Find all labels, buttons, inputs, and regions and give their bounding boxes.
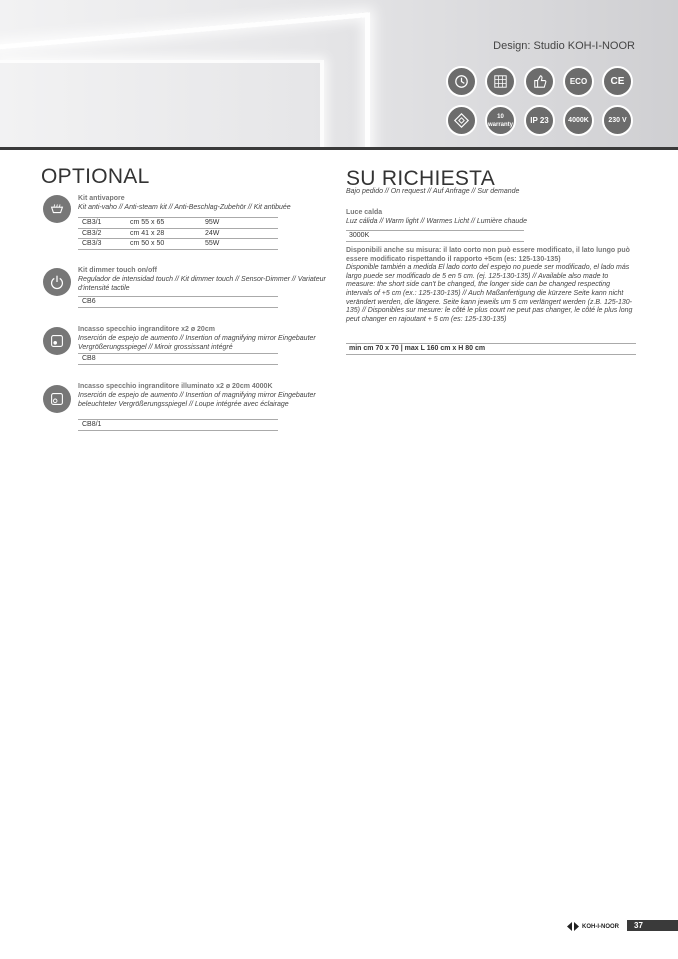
table-row [346, 343, 636, 355]
footer-brand [567, 922, 619, 931]
warm-light-table [346, 230, 524, 242]
anti-steam-icon [43, 195, 71, 223]
section-description: Kit anti-vaho // Anti-steam kit // Anti-Beschlag-Zubehör // Kit antibuée [78, 204, 291, 211]
ip-rating-icon [524, 105, 555, 136]
table-row [78, 419, 278, 431]
dimmer-table [78, 296, 278, 308]
ip-label: IP 23 [530, 115, 549, 125]
magnifying-mirror-icon [43, 327, 71, 355]
size-cell: cm 41 x 28 [130, 229, 165, 237]
anti-steam-section [78, 194, 333, 212]
voltage-label: 230 V [608, 116, 627, 124]
dimmer-section [78, 266, 333, 293]
table-row [78, 353, 278, 365]
custom-size-section [346, 247, 636, 324]
class-ii-icon [446, 105, 477, 136]
ce-label: CE [610, 75, 625, 87]
mirror-light-frame-inner [0, 60, 324, 147]
section-title: Incasso specchio ingranditore x2 ø 20cm [78, 326, 215, 333]
design-credit: Design: Studio KOH-I-NOOR [493, 40, 635, 52]
warranty-label: 10 warranty [487, 113, 513, 128]
section-title: Luce calda [346, 209, 383, 216]
illuminated-magnifying-mirror-icon [43, 385, 71, 413]
grid-dimming-icon [485, 66, 516, 97]
code-cell: CB3/2 [82, 229, 102, 237]
size-cell: cm 55 x 65 [130, 219, 165, 226]
voltage-icon [602, 105, 633, 136]
eco-icon [563, 66, 594, 97]
code-cell: CB3/3 [82, 240, 102, 247]
size-cell: cm 50 x 50 [130, 240, 165, 247]
power-cell: 95W [205, 219, 220, 226]
power-cell: 24W [205, 229, 220, 237]
section-description: Inserción de espejo de aumento // Insertion of magnifying mirror Eingebauter Vergrößerungsspiegel // Miroir grossissant intégré [78, 335, 316, 351]
su-richiesta-title: SU RICHIESTA [346, 167, 496, 190]
illuminated-mirror-section [78, 382, 333, 409]
code-cell: CB6 [82, 298, 96, 305]
anti-steam-table [78, 217, 278, 250]
footer-brand-label: KOH-I-NOOR [582, 923, 619, 930]
table-row [78, 217, 278, 229]
eco-label: ECO [569, 76, 588, 86]
code-cell: CB8/1 [82, 421, 102, 428]
warranty-icon [485, 105, 516, 136]
su-richiesta-subtitle [346, 188, 636, 197]
subtitle-text: Bajo pedido // On request // Auf Anfrage // Sur demande [346, 188, 520, 195]
section-description: Disponible también a medida El lado corto del espejo no puede ser modificado, el lado más largo puede ser modificado de 5 en 5 cm. (ej. 125-130-135) // Available also made to measure: the short side can't be changed, the longer side can be changed respecting intervals of +5 cm (ex.: 125-130-135) // Auch Maßanfertigung die kürzere Seite kann nicht verändert werden, die längere. Seite kann jeweils um 5 cm verlängert werden (z.B. 125-130-135) // Disponibles sur mesure: le côté le plus court ne peut pas changer, le côté le plus long peut changer en rajoutant + 5 cm (es: 125-130-135) [346, 264, 633, 323]
dimensions-cell: min cm 70 x 70 | max L 160 cm x H 80 cm [349, 345, 486, 352]
section-description: Luz cálida // Warm light // Warmes Licht // Lumière chaude [346, 217, 528, 225]
table-row [78, 229, 278, 240]
koh-i-noor-logo-icon [567, 922, 579, 931]
code-cell: CB8 [82, 355, 96, 362]
section-title: Incasso specchio ingranditore illuminato x2 ø 20cm 4000K [78, 383, 273, 390]
section-description: Inserción de espejo de aumento // Insertion of magnifying mirror Eingebauter beleuchteter Vergrößerungsspiegel // Loupe intégrée avec éclairage [78, 392, 316, 408]
color-temperature-icon [563, 105, 594, 136]
section-description: Regulador de intensidad touch // Kit dimmer touch // Sensor-Dimmer // Variateur d'intensité tactile [78, 276, 326, 292]
power-cell: 55W [205, 240, 220, 247]
dimensions-table [346, 343, 636, 355]
section-title: Kit dimmer touch on/off [78, 267, 157, 274]
code-cell: 3000K [349, 232, 370, 239]
illuminated-mirror-table [78, 419, 278, 431]
optional-title: OPTIONAL [41, 165, 150, 188]
table-row [78, 296, 278, 308]
section-title: Kit antivapore [78, 195, 125, 202]
table-row [78, 239, 278, 250]
code-cell: CB3/1 [82, 219, 102, 226]
touch-dimmer-icon [43, 268, 71, 296]
section-title: Disponibili anche su misura: il lato corto non può essere modificato, il lato lungo può essere modificato rispettando il rapporto +5cm (es: 125-130-135) [346, 247, 630, 263]
magnifying-mirror-table [78, 353, 278, 365]
warm-light-section [346, 209, 636, 226]
clock-timer-icon [446, 66, 477, 97]
thumbs-up-icon [524, 66, 555, 97]
magnifying-mirror-section [78, 325, 333, 352]
temperature-label: 4000K [568, 116, 589, 124]
page-number: 37 [627, 920, 678, 931]
ce-mark-icon [602, 66, 633, 97]
header-divider [0, 147, 678, 150]
table-row [346, 230, 524, 242]
hero-image [0, 0, 678, 147]
